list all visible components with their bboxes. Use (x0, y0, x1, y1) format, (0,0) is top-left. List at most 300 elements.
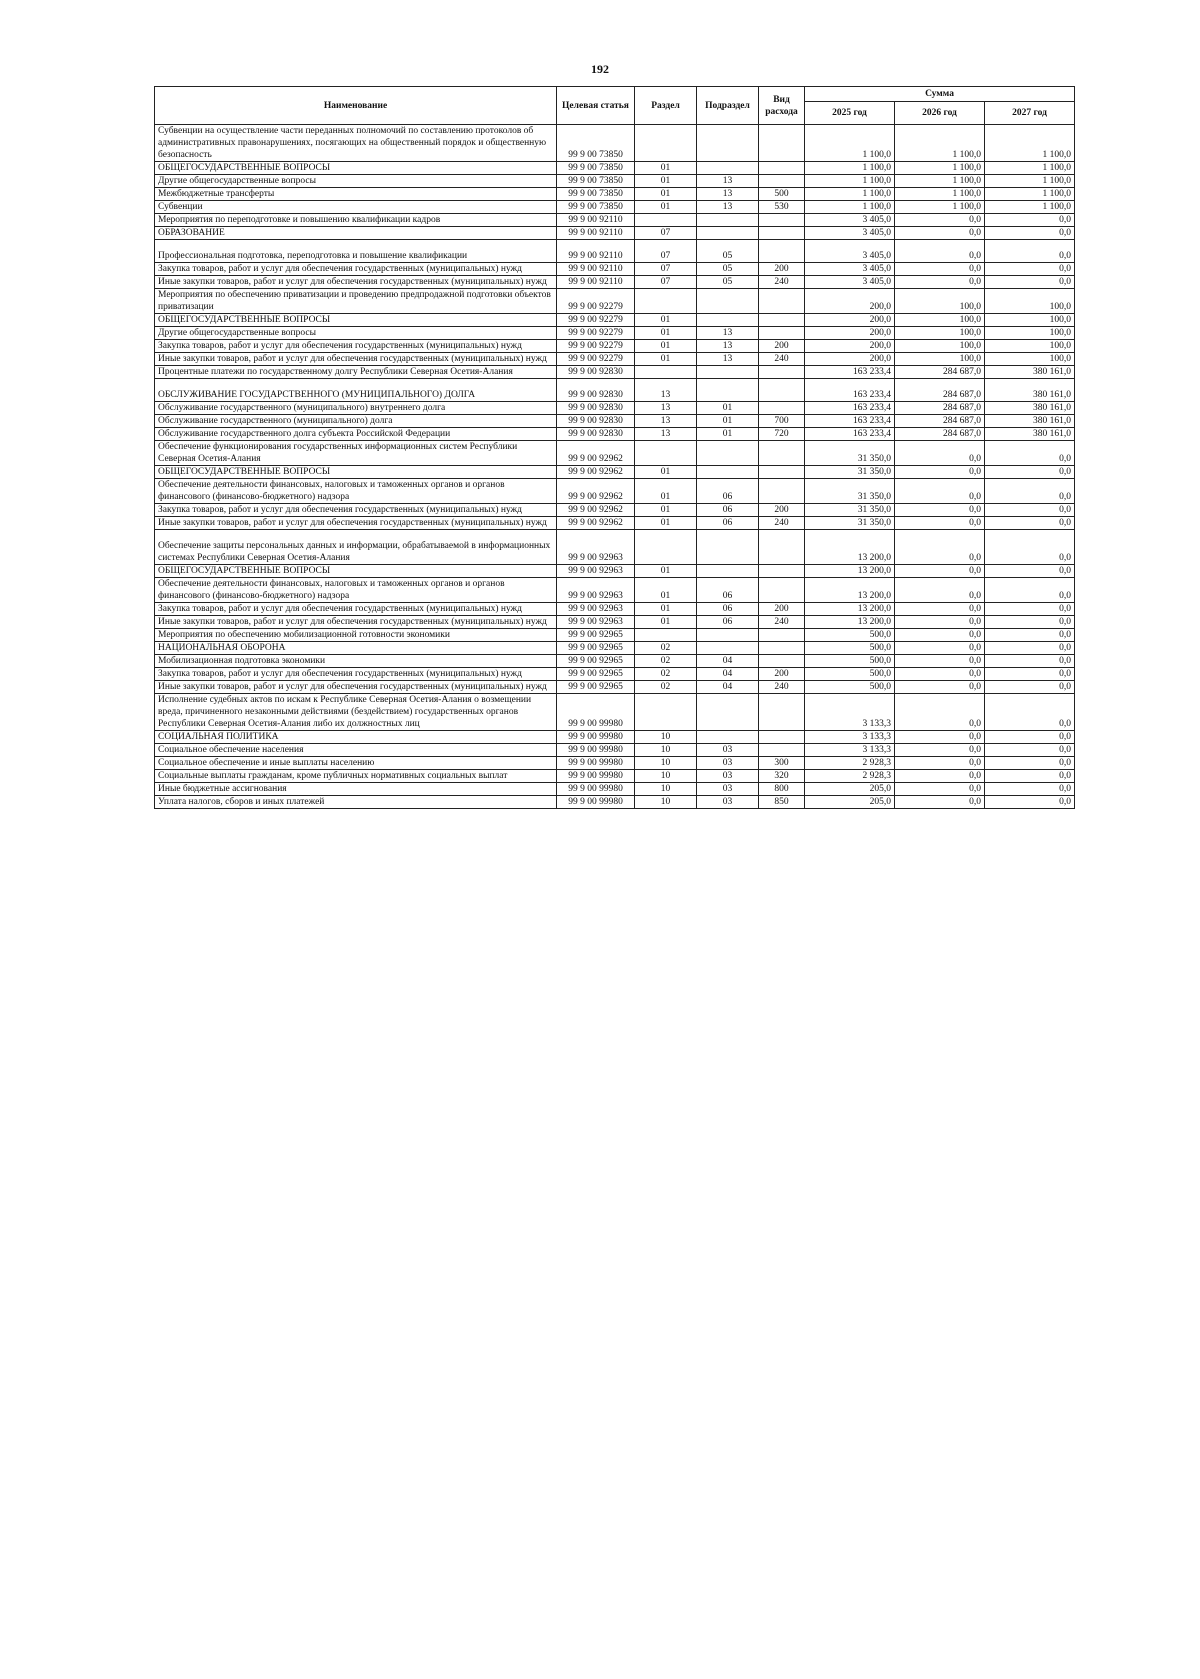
row-name: Мероприятия по обеспечению приватизации и проведению предпродажной подготовки объектов приватизации (155, 289, 557, 314)
row-amount-2026: 0,0 (895, 655, 985, 668)
row-amount-2026: 100,0 (895, 327, 985, 340)
row-subsection: 13 (697, 353, 759, 366)
row-subsection: 13 (697, 327, 759, 340)
row-target: 99 9 00 92965 (557, 629, 635, 642)
row-amount-2026: 0,0 (895, 629, 985, 642)
table-row (155, 796, 1075, 809)
row-amount-2025: 200,0 (805, 353, 895, 366)
row-subsection (697, 694, 759, 731)
row-amount-2025: 13 200,0 (805, 578, 895, 603)
row-amount-2025: 13 200,0 (805, 565, 895, 578)
table-row (155, 188, 1075, 201)
row-expense-type (759, 214, 805, 227)
row-amount-2027: 0,0 (985, 263, 1075, 276)
row-target: 99 9 00 99980 (557, 744, 635, 757)
row-name: Закупка товаров, работ и услуг для обеспечения государственных (муниципальных) нужд (155, 603, 557, 616)
row-section: 01 (635, 479, 697, 504)
row-name: ОБЩЕГОСУДАРСТВЕННЫЕ ВОПРОСЫ (155, 565, 557, 578)
row-expense-type (759, 655, 805, 668)
row-subsection (697, 366, 759, 379)
row-section: 01 (635, 327, 697, 340)
row-amount-2025: 13 200,0 (805, 616, 895, 629)
row-amount-2027: 0,0 (985, 770, 1075, 783)
row-section: 02 (635, 668, 697, 681)
row-expense-type: 700 (759, 415, 805, 428)
row-amount-2027: 1 100,0 (985, 162, 1075, 175)
row-name: Обеспечение функционирования государственных информационных систем Республики Северная Осетия-Алания (155, 441, 557, 466)
row-name: Субвенции на осуществление части переданных полномочий по составлению протоколов об административных правонарушениях, посягающих на общественный порядок и общественную безопасность (155, 125, 557, 162)
row-expense-type (759, 314, 805, 327)
page-number: 192 (591, 62, 609, 76)
row-subsection: 03 (697, 757, 759, 770)
row-section: 01 (635, 188, 697, 201)
row-amount-2027: 1 100,0 (985, 125, 1075, 162)
row-amount-2027: 0,0 (985, 744, 1075, 757)
row-amount-2026: 0,0 (895, 796, 985, 809)
row-amount-2026: 284 687,0 (895, 402, 985, 415)
row-amount-2026: 0,0 (895, 694, 985, 731)
row-target: 99 9 00 92963 (557, 565, 635, 578)
row-section (635, 125, 697, 162)
row-amount-2027: 0,0 (985, 441, 1075, 466)
row-section: 07 (635, 263, 697, 276)
row-section: 01 (635, 340, 697, 353)
row-expense-type (759, 366, 805, 379)
row-name: Обслуживание государственного (муниципального) внутреннего долга (155, 402, 557, 415)
row-amount-2025: 500,0 (805, 681, 895, 694)
row-target: 99 9 00 92962 (557, 479, 635, 504)
row-amount-2026: 0,0 (895, 517, 985, 530)
row-amount-2025: 13 200,0 (805, 603, 895, 616)
row-amount-2025: 3 405,0 (805, 263, 895, 276)
table-row (155, 240, 1075, 263)
row-target: 99 9 00 92279 (557, 353, 635, 366)
row-target: 99 9 00 92962 (557, 466, 635, 479)
header-subsection: Подраздел (697, 87, 759, 125)
row-amount-2027: 0,0 (985, 530, 1075, 565)
row-target: 99 9 00 73850 (557, 201, 635, 214)
row-amount-2027: 1 100,0 (985, 175, 1075, 188)
row-amount-2026: 0,0 (895, 441, 985, 466)
row-subsection (697, 731, 759, 744)
row-section: 13 (635, 379, 697, 402)
row-section: 10 (635, 796, 697, 809)
row-subsection: 06 (697, 578, 759, 603)
row-amount-2025: 3 405,0 (805, 276, 895, 289)
row-target: 99 9 00 92279 (557, 289, 635, 314)
row-subsection: 06 (697, 616, 759, 629)
row-amount-2025: 205,0 (805, 783, 895, 796)
row-section (635, 214, 697, 227)
row-amount-2027: 1 100,0 (985, 188, 1075, 201)
row-expense-type (759, 175, 805, 188)
row-section: 01 (635, 353, 697, 366)
row-name: Уплата налогов, сборов и иных платежей (155, 796, 557, 809)
row-amount-2025: 3 405,0 (805, 240, 895, 263)
row-amount-2026: 0,0 (895, 578, 985, 603)
table-row (155, 629, 1075, 642)
row-name: Обеспечение защиты персональных данных и информации, обрабатываемой в информационных системах Республики Северная Осетия-Алания (155, 530, 557, 565)
row-amount-2027: 0,0 (985, 240, 1075, 263)
row-subsection (697, 162, 759, 175)
row-expense-type: 240 (759, 681, 805, 694)
row-expense-type (759, 441, 805, 466)
row-amount-2027: 0,0 (985, 466, 1075, 479)
row-amount-2025: 3 405,0 (805, 227, 895, 240)
row-expense-type: 500 (759, 188, 805, 201)
table-row (155, 783, 1075, 796)
row-target: 99 9 00 92110 (557, 214, 635, 227)
row-amount-2025: 31 350,0 (805, 466, 895, 479)
table-row (155, 379, 1075, 402)
table-row (155, 655, 1075, 668)
row-target: 99 9 00 99980 (557, 783, 635, 796)
row-amount-2025: 1 100,0 (805, 125, 895, 162)
row-target: 99 9 00 73850 (557, 162, 635, 175)
row-amount-2025: 205,0 (805, 796, 895, 809)
row-amount-2025: 3 405,0 (805, 214, 895, 227)
row-amount-2025: 200,0 (805, 314, 895, 327)
row-amount-2025: 1 100,0 (805, 175, 895, 188)
table-row (155, 504, 1075, 517)
row-amount-2027: 100,0 (985, 314, 1075, 327)
row-target: 99 9 00 92830 (557, 428, 635, 441)
row-amount-2025: 31 350,0 (805, 479, 895, 504)
table-row (155, 402, 1075, 415)
row-subsection (697, 530, 759, 565)
row-expense-type (759, 240, 805, 263)
row-section: 13 (635, 428, 697, 441)
row-amount-2027: 380 161,0 (985, 402, 1075, 415)
row-expense-type (759, 162, 805, 175)
row-amount-2026: 100,0 (895, 340, 985, 353)
table-row (155, 366, 1075, 379)
row-target: 99 9 00 92965 (557, 681, 635, 694)
row-target: 99 9 00 92962 (557, 441, 635, 466)
row-expense-type: 200 (759, 340, 805, 353)
row-name: Исполнение судебных актов по искам к Республике Северная Осетия-Алания о возмещении вреда, причиненного незаконными действиями (бездействием) государственных органов Республики Северная Осетия-Алания либо их должностных лиц (155, 694, 557, 731)
row-amount-2026: 0,0 (895, 603, 985, 616)
row-expense-type (759, 731, 805, 744)
row-subsection: 13 (697, 340, 759, 353)
row-amount-2026: 1 100,0 (895, 188, 985, 201)
row-amount-2026: 0,0 (895, 479, 985, 504)
row-amount-2025: 1 100,0 (805, 162, 895, 175)
row-amount-2025: 163 233,4 (805, 428, 895, 441)
row-amount-2027: 0,0 (985, 616, 1075, 629)
header-section: Раздел (635, 87, 697, 125)
row-amount-2026: 0,0 (895, 770, 985, 783)
row-subsection: 06 (697, 517, 759, 530)
row-amount-2025: 31 350,0 (805, 504, 895, 517)
row-amount-2025: 500,0 (805, 668, 895, 681)
row-name: Мобилизационная подготовка экономики (155, 655, 557, 668)
row-amount-2027: 0,0 (985, 517, 1075, 530)
row-amount-2026: 0,0 (895, 616, 985, 629)
row-subsection: 05 (697, 240, 759, 263)
row-section: 02 (635, 681, 697, 694)
row-amount-2025: 3 133,3 (805, 744, 895, 757)
row-amount-2025: 200,0 (805, 327, 895, 340)
row-section (635, 694, 697, 731)
row-expense-type: 800 (759, 783, 805, 796)
row-amount-2025: 500,0 (805, 642, 895, 655)
row-name: Обеспечение деятельности финансовых, налоговых и таможенных органов и органов финансового (финансово-бюджетного) надзора (155, 578, 557, 603)
row-section: 13 (635, 402, 697, 415)
row-expense-type (759, 530, 805, 565)
table-row (155, 466, 1075, 479)
row-target: 99 9 00 99980 (557, 796, 635, 809)
row-subsection (697, 629, 759, 642)
row-amount-2025: 200,0 (805, 289, 895, 314)
row-amount-2026: 0,0 (895, 227, 985, 240)
row-subsection (697, 227, 759, 240)
row-expense-type (759, 642, 805, 655)
row-amount-2027: 0,0 (985, 783, 1075, 796)
row-subsection: 13 (697, 201, 759, 214)
row-name: Иные бюджетные ассигнования (155, 783, 557, 796)
row-section: 07 (635, 276, 697, 289)
row-amount-2025: 2 928,3 (805, 757, 895, 770)
table-row (155, 668, 1075, 681)
row-target: 99 9 00 73850 (557, 125, 635, 162)
row-section: 01 (635, 466, 697, 479)
row-target: 99 9 00 92110 (557, 263, 635, 276)
table-row (155, 578, 1075, 603)
row-expense-type (759, 629, 805, 642)
row-expense-type (759, 402, 805, 415)
row-subsection: 01 (697, 428, 759, 441)
header-sum: Сумма (805, 87, 1075, 102)
row-expense-type (759, 227, 805, 240)
table-row (155, 642, 1075, 655)
row-target: 99 9 00 92279 (557, 340, 635, 353)
table-row (155, 603, 1075, 616)
row-subsection: 13 (697, 175, 759, 188)
row-amount-2027: 0,0 (985, 668, 1075, 681)
row-section: 10 (635, 770, 697, 783)
row-subsection: 06 (697, 479, 759, 504)
table-row (155, 565, 1075, 578)
row-name: ОБРАЗОВАНИЕ (155, 227, 557, 240)
row-expense-type: 240 (759, 517, 805, 530)
row-amount-2026: 100,0 (895, 289, 985, 314)
row-amount-2026: 0,0 (895, 466, 985, 479)
row-section: 01 (635, 201, 697, 214)
row-amount-2027: 0,0 (985, 214, 1075, 227)
row-target: 99 9 00 73850 (557, 188, 635, 201)
row-name: ОБЩЕГОСУДАРСТВЕННЫЕ ВОПРОСЫ (155, 314, 557, 327)
row-amount-2026: 0,0 (895, 681, 985, 694)
row-amount-2025: 200,0 (805, 340, 895, 353)
row-expense-type: 200 (759, 504, 805, 517)
row-section: 13 (635, 415, 697, 428)
row-name: НАЦИОНАЛЬНАЯ ОБОРОНА (155, 642, 557, 655)
row-amount-2025: 13 200,0 (805, 530, 895, 565)
row-amount-2027: 380 161,0 (985, 428, 1075, 441)
row-target: 99 9 00 99980 (557, 694, 635, 731)
row-amount-2027: 1 100,0 (985, 201, 1075, 214)
row-name: Профессиональная подготовка, переподготовка и повышение квалификации (155, 240, 557, 263)
row-section (635, 530, 697, 565)
row-subsection (697, 565, 759, 578)
row-amount-2025: 31 350,0 (805, 517, 895, 530)
row-amount-2027: 100,0 (985, 289, 1075, 314)
header-2027: 2027 год (985, 102, 1075, 125)
row-section: 10 (635, 757, 697, 770)
row-target: 99 9 00 92962 (557, 504, 635, 517)
row-amount-2026: 0,0 (895, 240, 985, 263)
row-amount-2027: 0,0 (985, 479, 1075, 504)
row-target: 99 9 00 92110 (557, 227, 635, 240)
row-subsection: 03 (697, 796, 759, 809)
table-row (155, 314, 1075, 327)
header-target: Целевая статья (557, 87, 635, 125)
row-section: 10 (635, 731, 697, 744)
row-name: Процентные платежи по государственному долгу Республики Северная Осетия-Алания (155, 366, 557, 379)
row-amount-2027: 0,0 (985, 642, 1075, 655)
header-2026: 2026 год (895, 102, 985, 125)
row-target: 99 9 00 92110 (557, 240, 635, 263)
row-amount-2026: 1 100,0 (895, 125, 985, 162)
row-name: Мероприятия по обеспечению мобилизационной готовности экономики (155, 629, 557, 642)
row-section: 10 (635, 783, 697, 796)
row-target: 99 9 00 92965 (557, 655, 635, 668)
row-expense-type (759, 289, 805, 314)
row-subsection: 13 (697, 188, 759, 201)
row-amount-2027: 0,0 (985, 757, 1075, 770)
row-name: Закупка товаров, работ и услуг для обеспечения государственных (муниципальных) нужд (155, 263, 557, 276)
row-expense-type (759, 466, 805, 479)
table-row (155, 694, 1075, 731)
row-amount-2025: 3 133,3 (805, 694, 895, 731)
row-subsection: 06 (697, 504, 759, 517)
row-amount-2026: 0,0 (895, 642, 985, 655)
row-expense-type (759, 694, 805, 731)
row-expense-type: 240 (759, 276, 805, 289)
row-amount-2026: 0,0 (895, 757, 985, 770)
row-subsection (697, 125, 759, 162)
row-name: Социальные выплаты гражданам, кроме публичных нормативных социальных выплат (155, 770, 557, 783)
row-expense-type (759, 578, 805, 603)
row-expense-type (759, 379, 805, 402)
row-target: 99 9 00 92110 (557, 276, 635, 289)
row-amount-2025: 1 100,0 (805, 201, 895, 214)
row-expense-type: 720 (759, 428, 805, 441)
row-section: 01 (635, 603, 697, 616)
row-expense-type: 320 (759, 770, 805, 783)
row-amount-2025: 3 133,3 (805, 731, 895, 744)
header-name: Наименование (155, 87, 557, 125)
row-target: 99 9 00 92830 (557, 366, 635, 379)
row-amount-2026: 100,0 (895, 314, 985, 327)
row-name: Обслуживание государственного долга субъекта Российской Федерации (155, 428, 557, 441)
row-target: 99 9 00 92965 (557, 668, 635, 681)
row-amount-2027: 0,0 (985, 276, 1075, 289)
table-row (155, 441, 1075, 466)
row-expense-type: 850 (759, 796, 805, 809)
row-subsection (697, 642, 759, 655)
row-name: ОБСЛУЖИВАНИЕ ГОСУДАРСТВЕННОГО (МУНИЦИПАЛЬНОГО) ДОЛГА (155, 379, 557, 402)
row-amount-2026: 0,0 (895, 214, 985, 227)
header-2025: 2025 год (805, 102, 895, 125)
row-amount-2026: 0,0 (895, 565, 985, 578)
row-amount-2027: 380 161,0 (985, 379, 1075, 402)
table-row (155, 616, 1075, 629)
row-section: 02 (635, 655, 697, 668)
row-amount-2026: 1 100,0 (895, 175, 985, 188)
row-target: 99 9 00 92963 (557, 578, 635, 603)
row-name: Иные закупки товаров, работ и услуг для обеспечения государственных (муниципальных) нужд (155, 517, 557, 530)
row-amount-2026: 1 100,0 (895, 201, 985, 214)
row-amount-2025: 1 100,0 (805, 188, 895, 201)
row-amount-2027: 0,0 (985, 796, 1075, 809)
row-subsection (697, 314, 759, 327)
row-name: Иные закупки товаров, работ и услуг для обеспечения государственных (муниципальных) нужд (155, 616, 557, 629)
header-expense-type: Вид расхода (759, 87, 805, 125)
table-row (155, 125, 1075, 162)
row-subsection (697, 214, 759, 227)
table-row (155, 530, 1075, 565)
row-name: СОЦИАЛЬНАЯ ПОЛИТИКА (155, 731, 557, 744)
row-expense-type (759, 125, 805, 162)
table-row (155, 353, 1075, 366)
row-section: 01 (635, 517, 697, 530)
row-amount-2027: 0,0 (985, 603, 1075, 616)
row-subsection (697, 466, 759, 479)
row-amount-2026: 284 687,0 (895, 366, 985, 379)
row-name: Иные закупки товаров, работ и услуг для обеспечения государственных (муниципальных) нужд (155, 276, 557, 289)
row-amount-2027: 0,0 (985, 681, 1075, 694)
row-amount-2025: 500,0 (805, 655, 895, 668)
row-section: 01 (635, 175, 697, 188)
row-name: Субвенции (155, 201, 557, 214)
row-name: Закупка товаров, работ и услуг для обеспечения государственных (муниципальных) нужд (155, 340, 557, 353)
row-section: 10 (635, 744, 697, 757)
row-target: 99 9 00 73850 (557, 175, 635, 188)
row-target: 99 9 00 92830 (557, 402, 635, 415)
table-row (155, 757, 1075, 770)
row-amount-2027: 0,0 (985, 731, 1075, 744)
row-name: ОБЩЕГОСУДАРСТВЕННЫЕ ВОПРОСЫ (155, 162, 557, 175)
row-target: 99 9 00 99980 (557, 770, 635, 783)
row-expense-type: 200 (759, 603, 805, 616)
row-amount-2027: 100,0 (985, 327, 1075, 340)
row-name: Социальное обеспечение населения (155, 744, 557, 757)
row-section: 01 (635, 565, 697, 578)
table-row (155, 517, 1075, 530)
row-amount-2027: 100,0 (985, 353, 1075, 366)
row-name: Закупка товаров, работ и услуг для обеспечения государственных (муниципальных) нужд (155, 504, 557, 517)
table-row (155, 327, 1075, 340)
row-name: Социальное обеспечение и иные выплаты населению (155, 757, 557, 770)
row-subsection: 05 (697, 276, 759, 289)
row-subsection: 04 (697, 681, 759, 694)
row-name: Межбюджетные трансферты (155, 188, 557, 201)
row-section (635, 289, 697, 314)
row-amount-2026: 0,0 (895, 668, 985, 681)
row-target: 99 9 00 92965 (557, 642, 635, 655)
row-section: 01 (635, 578, 697, 603)
row-subsection (697, 289, 759, 314)
row-subsection (697, 441, 759, 466)
row-target: 99 9 00 92279 (557, 327, 635, 340)
row-subsection: 03 (697, 770, 759, 783)
row-name: Иные закупки товаров, работ и услуг для обеспечения государственных (муниципальных) нужд (155, 353, 557, 366)
table-row (155, 227, 1075, 240)
row-amount-2027: 0,0 (985, 565, 1075, 578)
row-section: 07 (635, 240, 697, 263)
